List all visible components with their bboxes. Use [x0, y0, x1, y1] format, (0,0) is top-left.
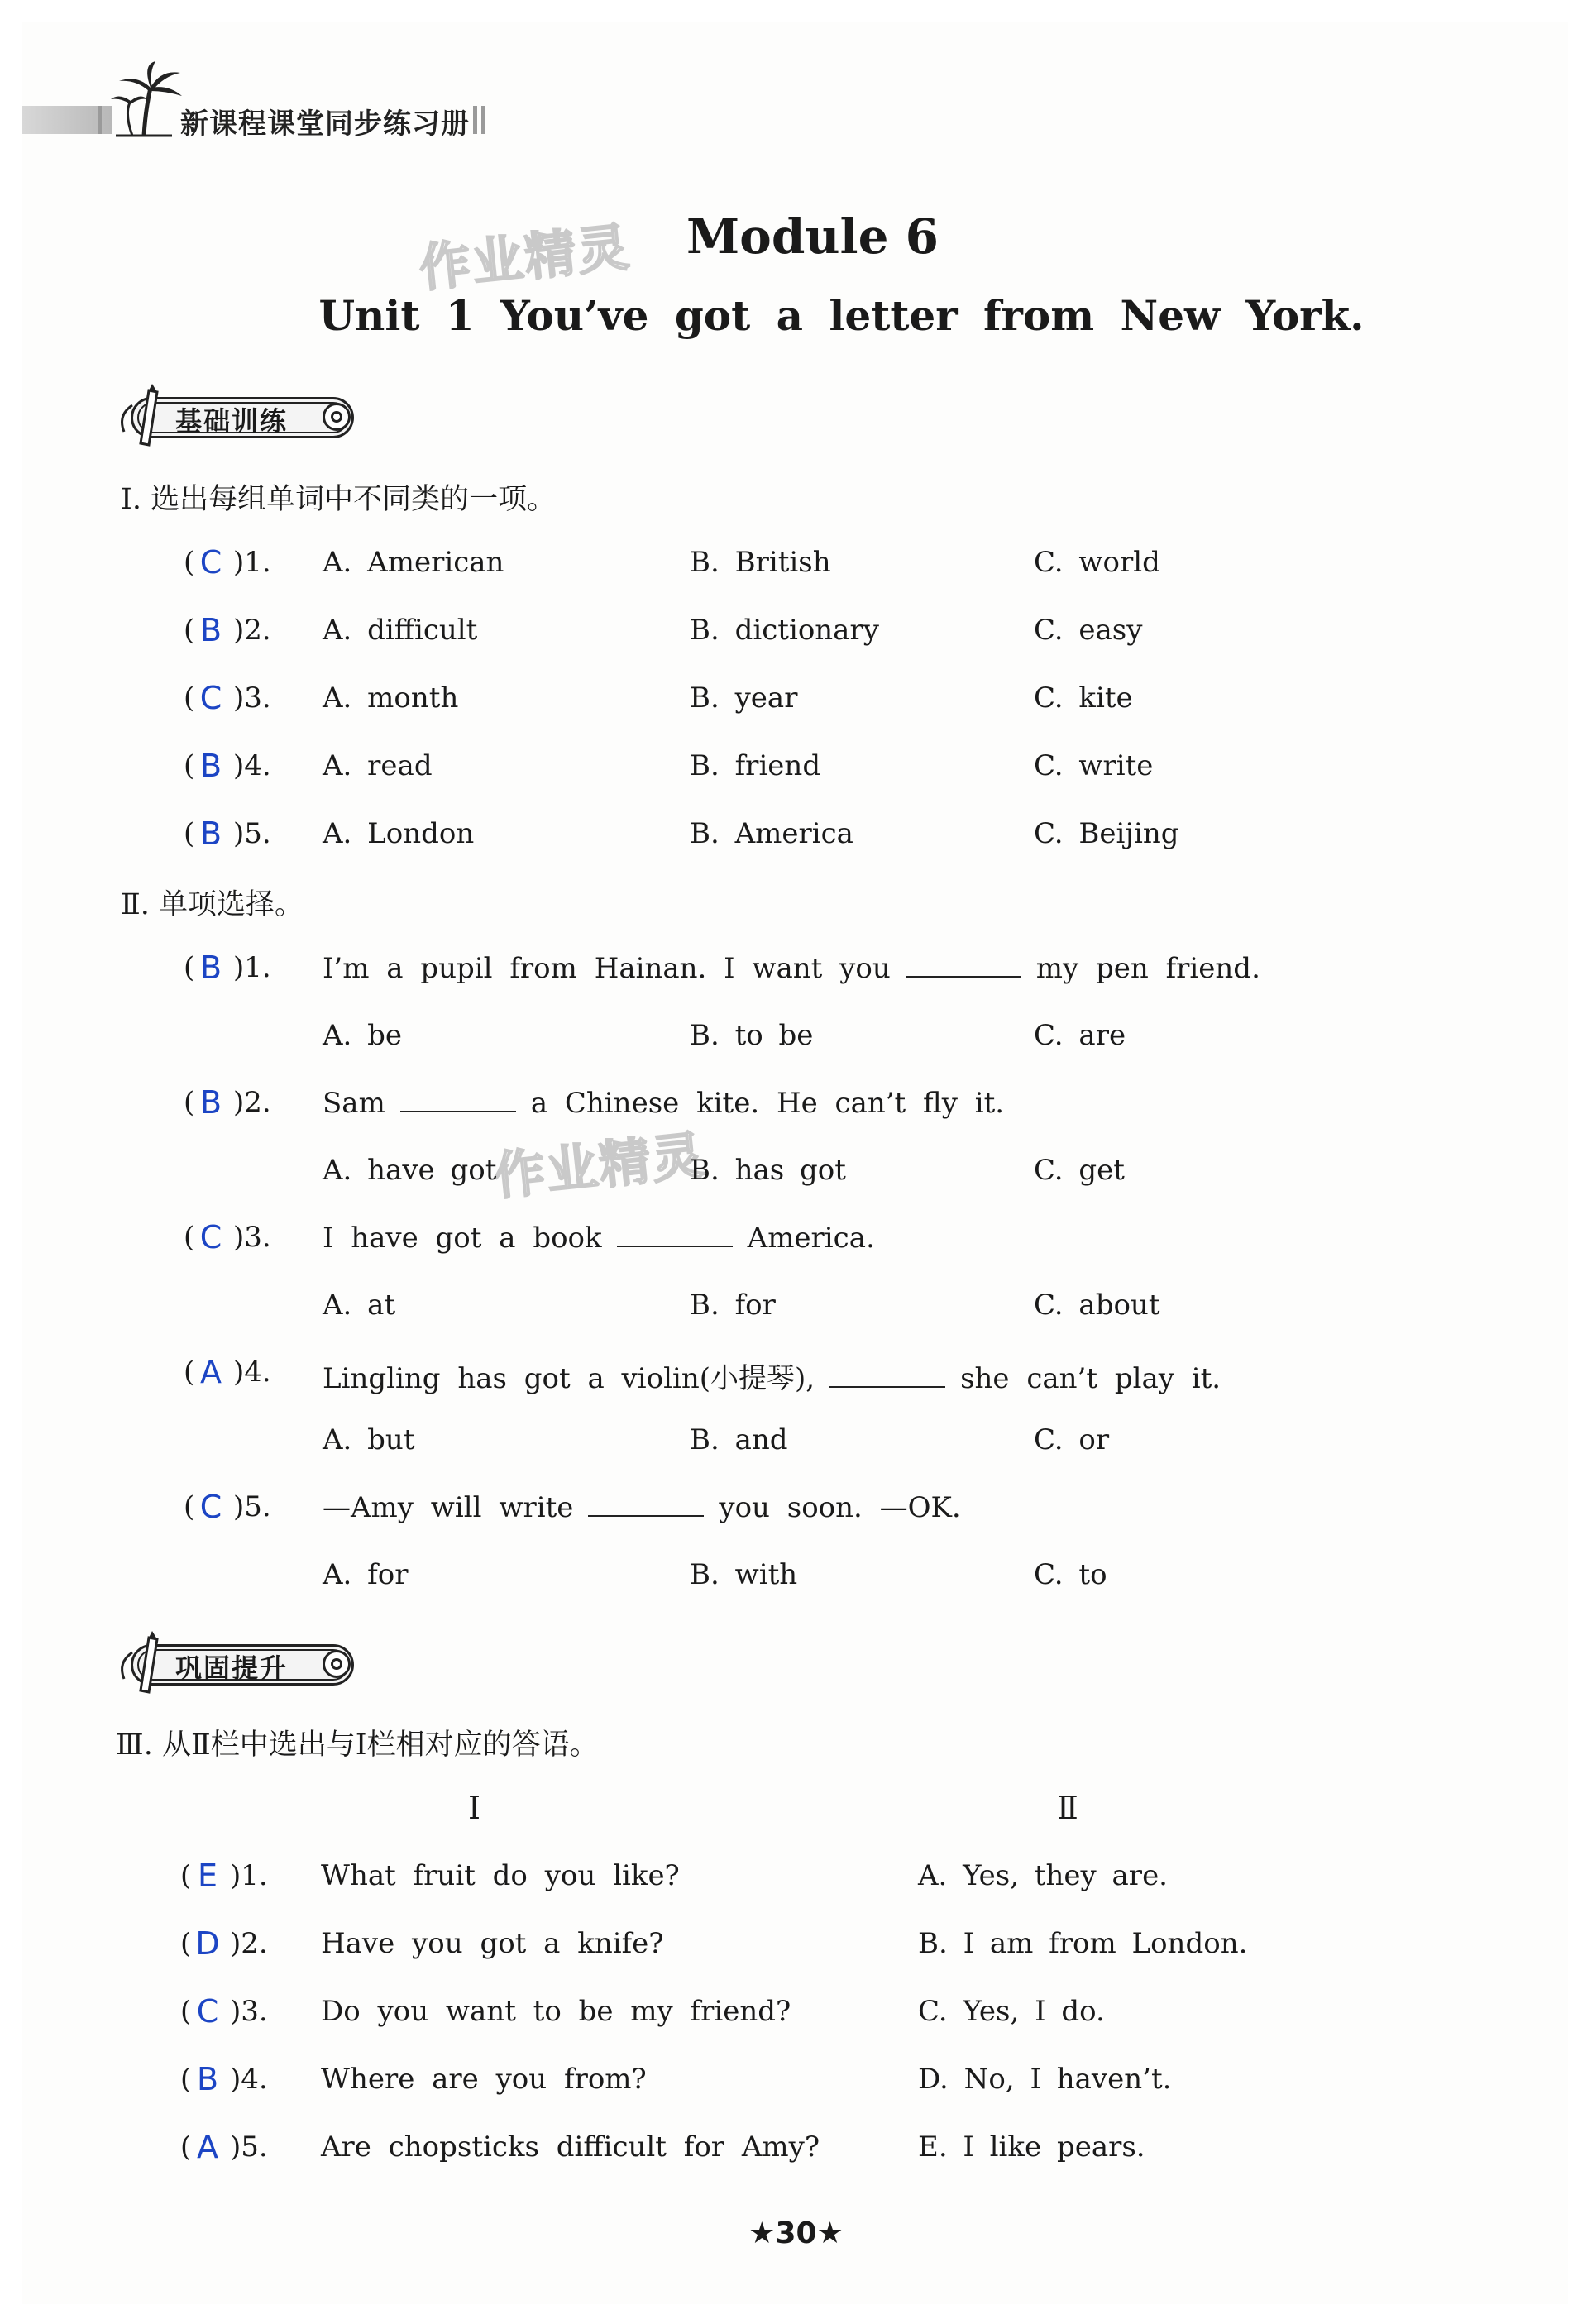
ring-icon: [323, 403, 351, 431]
answer-letter: B: [199, 612, 222, 648]
watermark: 作业精灵: [490, 1124, 708, 1207]
question-number: )1.: [233, 546, 271, 579]
section-badge-label: 基础训练: [175, 405, 289, 437]
module-title: Module 6: [686, 208, 939, 265]
answer-letter: C: [199, 680, 222, 716]
option-c: C. kite: [1034, 681, 1133, 715]
answer-letter: C: [199, 1219, 222, 1255]
list-item: [0, 546, 1592, 587]
section-2-title: Ⅱ. 单项选择。: [121, 888, 304, 921]
answer-letter: B: [199, 815, 222, 852]
question-stem: [323, 1356, 1221, 1396]
options-row: [0, 1558, 1592, 1600]
option-b: B. dictionary: [690, 614, 879, 647]
question-number: )4.: [230, 2063, 268, 2096]
list-item: [0, 1221, 1592, 1262]
option-a: A. but: [323, 1423, 415, 1456]
question-stem: [323, 1086, 1004, 1120]
paren-open: (: [184, 817, 195, 850]
answer-blank: [829, 1361, 945, 1388]
option-a: A. read: [323, 749, 433, 782]
stem-text: —Amy will write: [323, 1491, 574, 1524]
stem-text: Lingling has got a violin(小提琴),: [323, 1362, 815, 1395]
answer-letter: A: [197, 2129, 218, 2165]
stem-text: my pen friend.: [1035, 952, 1260, 985]
question-number: )3.: [230, 1995, 268, 2028]
option-b: B. to be: [690, 1019, 814, 1052]
options-row: [0, 1019, 1592, 1060]
stem-text: a Chinese kite. He can’t fly it.: [530, 1087, 1005, 1120]
paren-open: (: [184, 1221, 195, 1254]
paren-open: (: [184, 749, 195, 782]
list-item: [0, 681, 1592, 723]
option-b: B. with: [690, 1558, 798, 1591]
option-a: A. London: [323, 817, 475, 850]
option-a: A. difficult: [323, 614, 478, 647]
book-title: 新课程课堂同步练习册: [180, 108, 470, 141]
reply-option: B. I am from London.: [918, 1927, 1248, 1960]
question-number: )5.: [233, 1490, 271, 1523]
options-row: [0, 1289, 1592, 1330]
options-row: [0, 1423, 1592, 1465]
option-b: B. has got: [690, 1154, 846, 1187]
paren-open: (: [184, 951, 195, 984]
answer-blank: [588, 1490, 704, 1517]
answer-blank: [400, 1086, 516, 1112]
answer-letter: B: [196, 2061, 219, 2097]
option-c: C. about: [1034, 1289, 1160, 1322]
page-number: ★30★: [748, 2216, 844, 2250]
question-number: )1.: [230, 1859, 268, 1892]
list-item: [0, 1086, 1592, 1127]
question-text: Are chopsticks difficult for Amy?: [321, 2130, 820, 2164]
paren-open: (: [184, 546, 195, 579]
list-item: [0, 1356, 1592, 1397]
question-stem: [323, 1490, 961, 1524]
option-a: A. at: [323, 1289, 396, 1322]
list-item: [0, 614, 1592, 655]
question-number: )2.: [233, 614, 271, 647]
option-a: A. for: [323, 1558, 409, 1591]
answer-letter: D: [195, 1925, 220, 1962]
column-1-heading: Ⅰ: [468, 1790, 481, 1826]
options-row: [0, 1154, 1592, 1195]
option-c: C. Beijing: [1034, 817, 1179, 850]
paren-open: (: [184, 1086, 195, 1119]
paren-open: (: [180, 1859, 192, 1892]
header-divider: [481, 106, 485, 134]
stem-text: I have got a book: [323, 1222, 602, 1255]
stem-text: Sam: [323, 1087, 385, 1120]
watermark: 作业精灵: [416, 216, 633, 299]
list-item: [0, 1995, 1592, 2036]
list-item: [0, 749, 1592, 791]
stem-text: she can’t play it.: [960, 1362, 1221, 1395]
question-text: What fruit do you like?: [321, 1859, 680, 1892]
unit-title: Unit 1 You’ve got a letter from New York.: [318, 291, 1365, 340]
option-b: B. friend: [690, 749, 821, 782]
answer-letter: C: [199, 544, 222, 581]
option-b: B. and: [690, 1423, 788, 1456]
paren-open: (: [184, 1490, 195, 1523]
pencil-icon: [116, 382, 165, 448]
section-3-title: Ⅲ. 从Ⅱ栏中选出与Ⅰ栏相对应的答语。: [116, 1729, 599, 1762]
palm-tree-icon: [108, 60, 187, 139]
list-item: [0, 1859, 1592, 1901]
question-text: Have you got a knife?: [321, 1927, 664, 1960]
question-number: )2.: [233, 1086, 271, 1119]
answer-letter: A: [200, 1354, 222, 1390]
list-item: [0, 2063, 1592, 2104]
option-c: C. world: [1034, 546, 1160, 579]
paren-open: (: [184, 614, 195, 647]
answer-letter: C: [199, 1489, 222, 1525]
reply-option: C. Yes, I do.: [918, 1995, 1105, 2028]
question-number: )3.: [233, 1221, 271, 1254]
reply-option: A. Yes, they are.: [918, 1859, 1168, 1892]
question-stem: [323, 1221, 875, 1255]
question-number: )5.: [230, 2130, 268, 2164]
question-text: Where are you from?: [321, 2063, 647, 2096]
answer-letter: E: [197, 1858, 218, 1894]
stem-text: I’m a pupil from Hainan. I want you: [323, 952, 891, 985]
question-number: )5.: [233, 817, 271, 850]
answer-blank: [906, 951, 1021, 978]
header-divider: [473, 106, 477, 134]
answer-letter: B: [199, 1084, 222, 1121]
list-item: [0, 1490, 1592, 1532]
option-c: C. write: [1034, 749, 1154, 782]
option-a: A. be: [323, 1019, 403, 1052]
option-c: C. or: [1034, 1423, 1110, 1456]
stem-text: America.: [747, 1222, 875, 1255]
option-a: A. American: [323, 546, 504, 579]
answer-blank: [617, 1221, 733, 1247]
column-2-heading: Ⅱ: [1057, 1790, 1078, 1826]
answer-letter: B: [199, 748, 222, 784]
pencil-icon: [116, 1629, 165, 1695]
stem-text: you soon. —OK.: [719, 1491, 961, 1524]
section-badge-basic: [116, 390, 364, 443]
answer-letter: C: [196, 1993, 219, 2030]
list-item: [0, 2130, 1592, 2172]
option-b: B. for: [690, 1289, 776, 1322]
option-c: C. get: [1034, 1154, 1125, 1187]
section-1-title: Ⅰ. 选出每组单词中不同类的一项。: [121, 483, 557, 516]
option-b: B. America: [690, 817, 853, 850]
option-b: B. British: [690, 546, 831, 579]
paren-open: (: [180, 2063, 192, 2096]
paren-open: (: [180, 1927, 192, 1960]
question-number: )1.: [233, 951, 271, 984]
option-c: C. are: [1034, 1019, 1126, 1052]
question-number: )4.: [233, 1356, 271, 1389]
list-item: [0, 1927, 1592, 1968]
section-badge-consolidate: [116, 1638, 364, 1690]
paren-open: (: [184, 681, 195, 715]
question-number: )2.: [230, 1927, 268, 1960]
list-item: [0, 951, 1592, 992]
reply-option: D. No, I haven’t.: [918, 2063, 1172, 2096]
list-item: [0, 817, 1592, 858]
question-number: )3.: [233, 681, 271, 715]
reply-option: E. I like pears.: [918, 2130, 1145, 2164]
question-text: Do you want to be my friend?: [321, 1995, 791, 2028]
option-a: A. have got: [323, 1154, 497, 1187]
paren-open: (: [180, 1995, 192, 2028]
question-number: )4.: [233, 749, 271, 782]
header-divider: [98, 106, 102, 134]
paren-open: (: [184, 1356, 195, 1389]
ring-icon: [323, 1650, 351, 1678]
option-c: C. to: [1034, 1558, 1107, 1591]
section-badge-label: 巩固提升: [175, 1652, 289, 1684]
option-b: B. year: [690, 681, 798, 715]
question-stem: [323, 951, 1260, 985]
option-c: C. easy: [1034, 614, 1143, 647]
paren-open: (: [180, 2130, 192, 2164]
answer-letter: B: [199, 949, 222, 986]
option-a: A. month: [323, 681, 459, 715]
